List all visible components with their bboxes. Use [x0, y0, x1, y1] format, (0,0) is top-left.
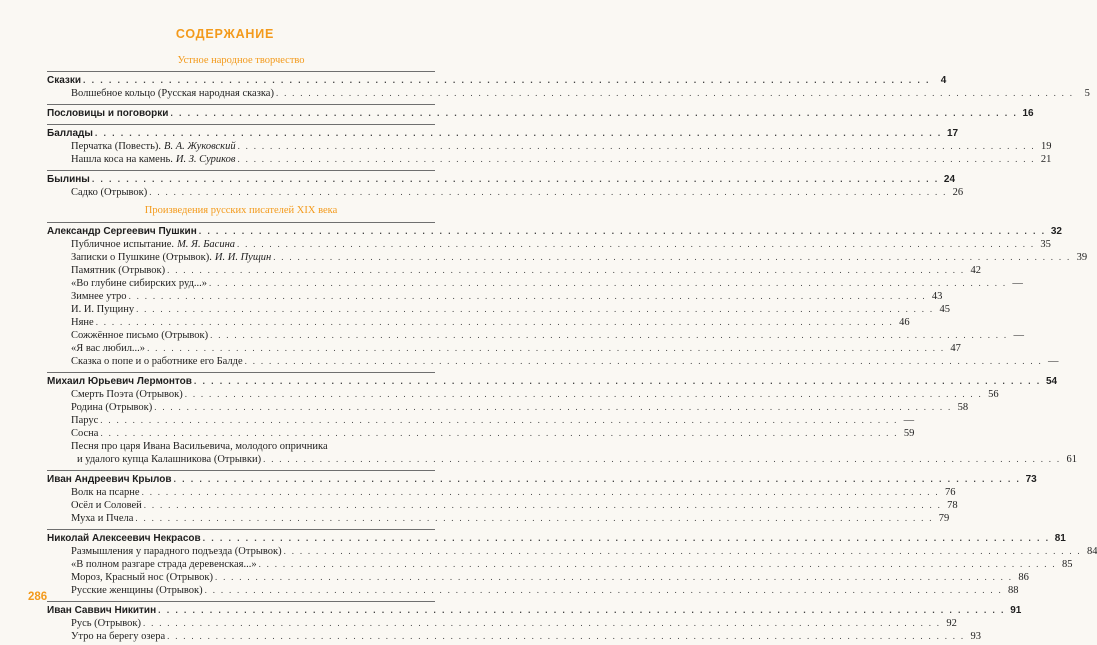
- toc-entry-heading[interactable]: [47, 127, 959, 140]
- toc-entry[interactable]: [47, 414, 915, 427]
- entry-page-number: 19: [1040, 141, 1052, 152]
- dot-leader: [238, 140, 1036, 153]
- entry-title: Николай Алексеевич Некрасов: [47, 533, 201, 544]
- toc-entry[interactable]: [47, 277, 1023, 290]
- entry-page-number: 84: [1086, 546, 1097, 557]
- entry-page-number: 47: [950, 343, 961, 354]
- dot-leader: [143, 617, 941, 630]
- toc-entry-heading[interactable]: [47, 225, 1062, 238]
- toc-entry[interactable]: [47, 617, 957, 630]
- entry-title: Баллады: [47, 128, 93, 139]
- toc-entry[interactable]: [47, 584, 1019, 597]
- entry-page-number: 61: [1066, 454, 1077, 465]
- entry-title: Сосна: [71, 428, 99, 439]
- dot-leader: [245, 355, 1043, 368]
- dot-leader: [92, 173, 939, 186]
- entry-title: и удалого купца Калашникова (Отрывки): [77, 454, 262, 465]
- dot-leader: [263, 453, 1061, 466]
- toc-entry-heading[interactable]: [47, 74, 947, 87]
- toc-entry-heading[interactable]: [47, 375, 1058, 388]
- entry-page-number: 91: [1010, 605, 1022, 616]
- dot-leader: [209, 277, 1007, 290]
- entry-title: Нашла коса на камень.: [71, 154, 173, 165]
- entry-title: Сказка о попе и о работнике его Балде: [71, 356, 243, 367]
- dot-leader: [142, 486, 940, 499]
- entry-page-number: 58: [957, 402, 969, 413]
- toc-group: [47, 222, 1088, 370]
- dot-leader: [136, 303, 934, 316]
- toc-group: [47, 372, 1077, 468]
- entry-title: Пословицы и поговорки: [47, 108, 169, 119]
- entry-page-number: 21: [1040, 154, 1052, 165]
- toc-group: [47, 104, 1034, 122]
- entry-title: Песня про царя Ивана Васильевича, молодого опричника: [71, 441, 328, 452]
- page-title: СОДЕРЖАНИЕ: [175, 27, 275, 41]
- entry-author: М. Я. Басина: [177, 239, 236, 250]
- entry-title: Утро на берегу озера: [71, 631, 166, 642]
- toc-entry[interactable]: [47, 427, 915, 440]
- dot-leader: [210, 329, 1008, 342]
- entry-title: «Я вас любил...»: [71, 343, 146, 354]
- dot-leader: [284, 545, 1082, 558]
- entry-author: И. З. Суриков: [175, 154, 236, 165]
- entry-title: Сожжённое письмо (Отрывок): [71, 330, 209, 341]
- dot-leader: [83, 74, 930, 87]
- toc-group: [47, 529, 1097, 599]
- table-of-contents: [47, 53, 1097, 645]
- dot-leader: [147, 342, 945, 355]
- dot-leader: [167, 264, 965, 277]
- entry-page-number: 88: [1008, 585, 1019, 596]
- toc-entry-heading[interactable]: [47, 473, 1037, 486]
- entry-title: Мороз, Красный нос (Отрывок): [71, 572, 213, 583]
- entry-title: Волшебное кольцо (Русская народная сказка): [71, 88, 274, 99]
- dot-leader: [167, 630, 965, 643]
- dot-leader: [154, 401, 952, 414]
- entry-page-number: 43: [931, 291, 943, 302]
- entry-title: Михаил Юрьевич Лермонтов: [47, 376, 192, 387]
- entry-page-number: 79: [938, 513, 950, 524]
- page-number: 286: [28, 591, 48, 603]
- toc-entry[interactable]: [47, 140, 1052, 153]
- dot-leader: [185, 388, 983, 401]
- entry-title: Зимнее утро: [71, 291, 127, 302]
- toc-group: [47, 601, 1022, 645]
- toc-entry[interactable]: [47, 512, 950, 525]
- dot-leader: [129, 290, 927, 303]
- entry-page-number: 5: [1084, 88, 1090, 99]
- toc-group: [47, 71, 1090, 102]
- entry-page-number: 92: [946, 618, 957, 629]
- entry-author: И. И. Пущин: [214, 252, 272, 263]
- entry-title: Былины: [47, 174, 90, 185]
- toc-entry[interactable]: [47, 329, 1024, 342]
- toc-group: [47, 470, 1037, 527]
- toc-entry[interactable]: [47, 251, 1088, 264]
- entry-page-number: 45: [939, 304, 950, 315]
- dot-leader: [199, 225, 1046, 238]
- toc-entry[interactable]: [47, 342, 961, 355]
- entry-page-number: 46: [899, 317, 910, 328]
- entry-page-number: 16: [1022, 108, 1034, 119]
- entry-title: Иван Саввич Никитин: [47, 605, 157, 616]
- entry-page-number: 39: [1076, 252, 1088, 263]
- dot-leader: [144, 499, 942, 512]
- entry-title: Иван Андреевич Крылов: [47, 474, 172, 485]
- toc-entry-heading[interactable]: [47, 107, 1034, 120]
- entry-page-number: 56: [988, 389, 999, 400]
- toc-entry[interactable]: [47, 153, 1052, 166]
- dot-leader: [238, 153, 1036, 166]
- entry-page-number: 54: [1045, 376, 1058, 387]
- dot-leader: [205, 584, 1003, 597]
- entry-title: Парус: [71, 415, 99, 426]
- toc-entry[interactable]: [47, 499, 958, 512]
- toc-entry[interactable]: [47, 186, 964, 199]
- toc-entry[interactable]: [47, 388, 999, 401]
- entry-page-number: 42: [970, 265, 981, 276]
- dot-leader: [158, 604, 1005, 617]
- toc-entry[interactable]: [47, 486, 956, 499]
- toc-entry[interactable]: [47, 453, 1077, 466]
- dot-leader: [149, 186, 947, 199]
- toc-entry[interactable]: [47, 440, 435, 453]
- entry-title: Сказки: [47, 75, 82, 86]
- entry-page-number: —: [1048, 356, 1059, 367]
- entry-title: Русские женщины (Отрывок): [71, 585, 203, 596]
- toc-group: [47, 170, 964, 201]
- entry-title: Волк на псарне: [71, 487, 140, 498]
- entry-title: Няне: [71, 317, 94, 328]
- dot-leader: [259, 558, 1057, 571]
- toc-entry[interactable]: [47, 264, 981, 277]
- entry-page-number: 85: [1061, 559, 1073, 570]
- toc-entry[interactable]: [47, 571, 1029, 584]
- toc-entry[interactable]: [47, 545, 1097, 558]
- entry-title: И. И. Пущину: [71, 304, 135, 315]
- dot-leader: [203, 532, 1050, 545]
- toc-entry[interactable]: [47, 630, 981, 643]
- entry-page-number: 59: [903, 428, 915, 439]
- toc-entry[interactable]: [47, 355, 1059, 368]
- dot-leader: [276, 87, 1074, 100]
- entry-title: Родина (Отрывок): [71, 402, 153, 413]
- toc-entry[interactable]: [47, 290, 943, 303]
- toc-entry-heading[interactable]: [47, 173, 956, 186]
- entry-title: Муха и Пчела: [71, 513, 134, 524]
- entry-title: «В полном разгаре страда деревенская...»: [71, 559, 257, 570]
- entry-title: Садко (Отрывок): [71, 187, 148, 198]
- entry-title: Памятник (Отрывок): [71, 265, 166, 276]
- entry-title: Русь (Отрывок): [71, 618, 141, 629]
- toc-entry[interactable]: [47, 238, 1051, 251]
- entry-page-number: —: [903, 415, 915, 426]
- entry-page-number: 86: [1018, 572, 1029, 583]
- toc-entry[interactable]: [47, 401, 969, 414]
- toc-entry[interactable]: [47, 303, 950, 316]
- entry-page-number: 26: [952, 187, 964, 198]
- dot-leader: [100, 427, 898, 440]
- entry-page-number: 73: [1025, 474, 1037, 485]
- entry-page-number: —: [1013, 330, 1024, 341]
- dot-leader: [194, 375, 1041, 388]
- entry-page-number: 24: [943, 174, 956, 185]
- dot-leader: [96, 316, 894, 329]
- entry-author: В. А. Жуковский: [164, 141, 236, 152]
- toc-entry[interactable]: [47, 87, 1090, 100]
- entry-page-number: 76: [944, 487, 956, 498]
- toc-entry-heading[interactable]: [47, 532, 1066, 545]
- entry-page-number: 93: [970, 631, 981, 642]
- entry-title: Осёл и Соловей: [71, 500, 142, 511]
- entry-title: Александр Сергеевич Пушкин: [47, 226, 197, 237]
- entry-page-number: 32: [1050, 226, 1062, 237]
- entry-title: Записки о Пушкине (Отрывок).: [71, 252, 212, 263]
- entry-title: «Во глубине сибирских руд...»: [71, 278, 208, 289]
- entry-page-number: 17: [946, 128, 959, 139]
- entry-page-number: 81: [1054, 533, 1066, 544]
- toc-group: [47, 124, 1052, 168]
- entry-title: Перчатка (Повесть).: [71, 141, 162, 152]
- toc-entry[interactable]: [47, 316, 910, 329]
- entry-page-number: 4: [940, 75, 947, 86]
- entry-page-number: —: [1012, 278, 1023, 289]
- dot-leader: [170, 107, 1017, 120]
- dot-leader: [273, 251, 1071, 264]
- toc-entry[interactable]: [47, 558, 1073, 571]
- entry-page-number: 78: [947, 500, 958, 511]
- entry-title: Размышления у парадного подъезда (Отрывок): [71, 546, 282, 557]
- dot-leader: [100, 414, 898, 427]
- dot-leader: [215, 571, 1013, 584]
- entry-title: Публичное испытание.: [71, 239, 175, 250]
- entry-page-number: 35: [1040, 239, 1051, 250]
- dot-leader: [95, 127, 942, 140]
- dot-leader: [135, 512, 933, 525]
- entry-title: Смерть Поэта (Отрывок): [71, 389, 183, 400]
- dot-leader: [237, 238, 1035, 251]
- section-heading: Устное народное творчество: [177, 55, 305, 66]
- section-heading: Произведения русских писателей XIX века: [144, 205, 338, 216]
- toc-entry-heading[interactable]: [47, 604, 1022, 617]
- dot-leader: [174, 473, 1021, 486]
